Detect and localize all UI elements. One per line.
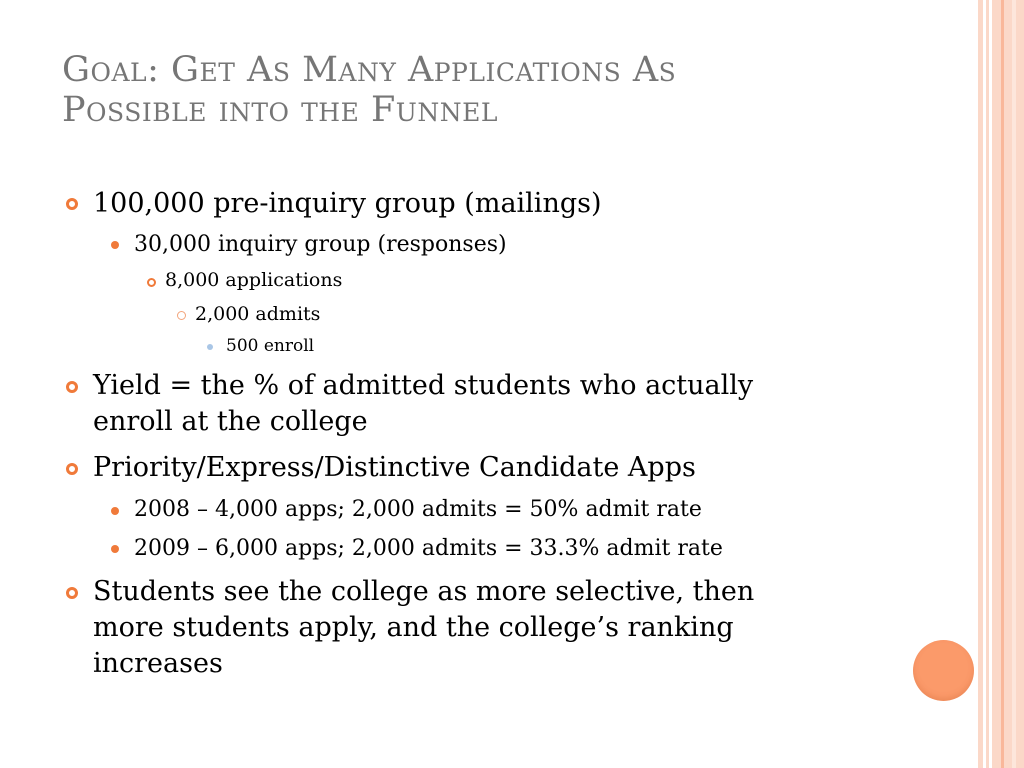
decorative-stripe: [992, 0, 1024, 768]
decorative-circle: [913, 640, 974, 701]
list-item: 30,000 inquiry group (responses): [134, 232, 507, 257]
circle-bullet-icon: [66, 463, 78, 475]
dot-bullet-icon: [111, 507, 119, 515]
list-item-line: Students see the college as more selective, then: [93, 576, 755, 607]
circle-bullet-icon: [66, 587, 78, 599]
dot-bullet-icon: [207, 344, 213, 350]
list-item-line: more students apply, and the college’s ranking: [93, 612, 734, 643]
list-item: [93, 574, 754, 682]
circle-bullet-icon: [147, 278, 156, 287]
decorative-stripe: [986, 0, 989, 768]
dot-bullet-icon: [111, 241, 119, 249]
title-line: Goal: Get As Many Applications As: [62, 50, 677, 90]
list-item: 8,000 applications: [165, 269, 343, 291]
circle-bullet-icon: [66, 381, 78, 393]
list-item: Priority/Express/Distinctive Candidate Apps: [93, 452, 696, 483]
slide-title: [62, 50, 942, 130]
list-item: 2,000 admits: [195, 303, 321, 325]
list-item-line: enroll at the college: [93, 406, 368, 437]
list-item-line: Yield = the % of admitted students who actually: [93, 370, 754, 401]
list-item: 500 enroll: [226, 336, 315, 356]
title-line: Possible into the Funnel: [62, 90, 498, 130]
list-item: 2009 – 6,000 apps; 2,000 admits = 33.3% admit rate: [134, 536, 723, 561]
list-item: 100,000 pre-inquiry group (mailings): [93, 188, 602, 219]
list-item: [93, 368, 753, 440]
decorative-stripe: [1001, 0, 1004, 768]
decorative-stripe: [1012, 0, 1016, 768]
circle-bullet-icon: [177, 311, 186, 320]
dot-bullet-icon: [111, 545, 119, 553]
list-item: 2008 – 4,000 apps; 2,000 admits = 50% admit rate: [134, 497, 702, 522]
circle-bullet-icon: [66, 198, 78, 210]
list-item-line: increases: [93, 648, 223, 679]
decorative-stripe: [978, 0, 983, 768]
